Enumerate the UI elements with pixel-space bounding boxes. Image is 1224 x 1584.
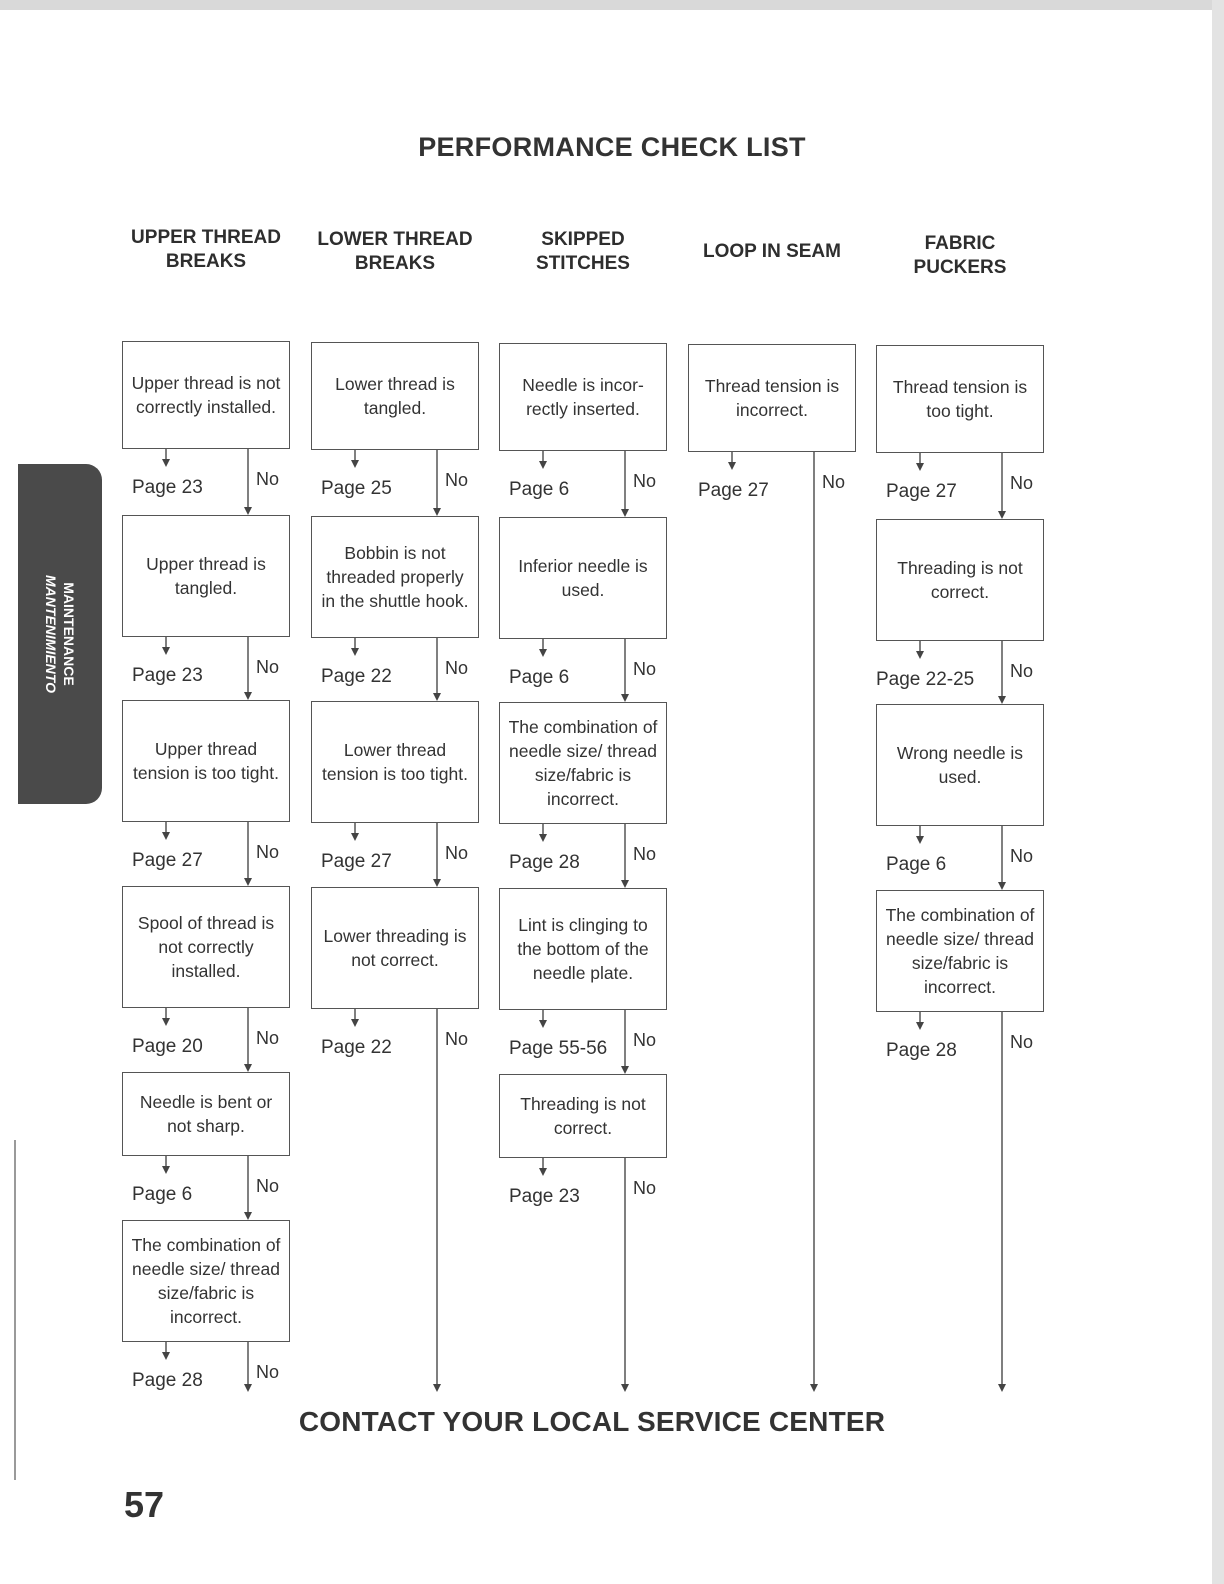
page-reference: Page 6	[132, 1184, 193, 1205]
page-reference: Page 23	[132, 665, 203, 686]
column-header	[865, 232, 1055, 280]
no-label: No	[256, 1362, 280, 1382]
page-reference: Page 28	[132, 1370, 203, 1391]
check-box: Spool of thread is not correctly installed.	[122, 886, 290, 1008]
check-box: Lower threading is not correct.	[311, 887, 479, 1009]
page-arrow	[162, 1352, 170, 1360]
check-box: Thread tension is incorrect.	[688, 344, 856, 452]
no-label: No	[633, 659, 657, 679]
page-arrow	[539, 834, 547, 842]
page-arrow	[351, 1019, 359, 1027]
check-box: Threading is not correct.	[876, 519, 1044, 641]
page-arrow	[916, 651, 924, 659]
page-arrow	[162, 1018, 170, 1026]
no-arrow	[810, 1384, 818, 1392]
page-arrow	[162, 832, 170, 840]
section-tab-english: MAINTENANCE	[61, 582, 77, 686]
no-label: No	[256, 469, 280, 489]
no-label: No	[256, 657, 280, 677]
no-label: No	[1010, 473, 1034, 493]
no-arrow	[433, 508, 441, 516]
no-label: No	[1010, 846, 1034, 866]
no-label: No	[633, 1178, 657, 1198]
check-box: Thread tension is too tight.	[876, 345, 1044, 453]
no-arrow	[621, 880, 629, 888]
page-number: 57	[124, 1484, 165, 1525]
check-box: Threading is not correct.	[499, 1074, 667, 1158]
column-header-line: LOOP IN SEAM	[703, 241, 841, 262]
page-reference: Page 22	[321, 666, 392, 687]
no-arrow	[433, 1384, 441, 1392]
column-header-line: BREAKS	[354, 253, 436, 274]
page-reference: Page 28	[509, 852, 580, 873]
page-arrow	[539, 461, 547, 469]
page-arrow	[162, 459, 170, 467]
no-arrow	[244, 1064, 252, 1072]
no-arrow	[998, 511, 1006, 519]
page-arrow	[351, 833, 359, 841]
check-box: Inferior needle is used.	[499, 517, 667, 639]
check-box: Upper thread tension is too tight.	[122, 700, 290, 822]
no-arrow	[621, 694, 629, 702]
no-arrow	[244, 878, 252, 886]
page-reference: Page 55-56	[509, 1038, 608, 1059]
column-header-line: FABRIC	[924, 233, 996, 254]
no-arrow	[244, 1384, 252, 1392]
service-center-callout: CONTACT YOUR LOCAL SERVICE CENTER	[298, 1406, 886, 1437]
no-arrow	[433, 879, 441, 887]
check-box: Bobbin is not threaded properly in the shuttle hook.	[311, 516, 479, 638]
column-header	[300, 228, 490, 276]
page-arrow	[916, 836, 924, 844]
no-label: No	[1010, 661, 1034, 681]
page-arrow	[728, 462, 736, 470]
page-reference: Page 27	[321, 851, 392, 872]
check-box: The combination of needle size/ thread size/fabric is incorrect.	[122, 1220, 290, 1342]
check-box: Upper thread is tangled.	[122, 515, 290, 637]
page-arrow	[162, 1166, 170, 1174]
check-box: Lint is clinging to the bottom of the needle plate.	[499, 888, 667, 1010]
no-arrow	[998, 696, 1006, 704]
column-header-line: PUCKERS	[913, 257, 1007, 278]
column-header-line: LOWER THREAD	[317, 229, 473, 250]
column-header-line: SKIPPED	[541, 229, 625, 250]
no-arrow	[621, 1384, 629, 1392]
no-label: No	[256, 842, 280, 862]
page-reference: Page 27	[132, 850, 203, 871]
no-label: No	[445, 470, 469, 490]
no-arrow	[244, 507, 252, 515]
page-arrow	[539, 1168, 547, 1176]
page-title: PERFORMANCE CHECK LIST	[418, 132, 806, 162]
no-label: No	[256, 1028, 280, 1048]
page-arrow	[351, 460, 359, 468]
check-box: The combination of needle size/ thread size/fabric is incorrect.	[876, 890, 1044, 1012]
page-arrow	[351, 648, 359, 656]
no-label: No	[633, 1030, 657, 1050]
section-tab-spanish: MANTENIMIENTO	[43, 575, 59, 693]
page-reference: Page 22-25	[876, 669, 975, 690]
no-label: No	[633, 471, 657, 491]
page-reference: Page 27	[698, 480, 769, 501]
page-arrow	[162, 647, 170, 655]
no-arrow	[621, 509, 629, 517]
no-label: No	[445, 658, 469, 678]
column-header-line: STITCHES	[536, 253, 630, 274]
no-label: No	[822, 472, 846, 492]
page-reference: Page 20	[132, 1036, 203, 1057]
page-reference: Page 6	[509, 479, 570, 500]
check-box: The combination of needle size/ thread size/fabric is incorrect.	[499, 702, 667, 824]
page-reference: Page 23	[509, 1186, 580, 1207]
page-reference: Page 6	[886, 854, 947, 875]
no-arrow	[998, 882, 1006, 890]
column-header	[111, 226, 301, 274]
column-header-line: UPPER THREAD	[131, 227, 281, 248]
no-arrow	[621, 1066, 629, 1074]
page-reference: Page 23	[132, 477, 203, 498]
page-reference: Page 22	[321, 1037, 392, 1058]
page-reference: Page 25	[321, 478, 392, 499]
page-arrow	[539, 1020, 547, 1028]
no-arrow	[998, 1384, 1006, 1392]
check-box: Needle is bent or not sharp.	[122, 1072, 290, 1156]
no-label: No	[633, 844, 657, 864]
column-header	[677, 240, 867, 264]
no-label: No	[445, 843, 469, 863]
page-reference: Page 6	[509, 667, 570, 688]
page-arrow	[539, 649, 547, 657]
check-box: Needle is incor- rectly inserted.	[499, 343, 667, 451]
no-arrow	[244, 1212, 252, 1220]
check-box: Wrong needle is used.	[876, 704, 1044, 826]
column-header	[488, 228, 678, 276]
no-label: No	[445, 1029, 469, 1049]
page-arrow	[916, 463, 924, 471]
page-reference: Page 27	[886, 481, 957, 502]
check-box: Upper thread is not correctly installed.	[122, 341, 290, 449]
page-reference: Page 28	[886, 1040, 957, 1061]
no-label: No	[1010, 1032, 1034, 1052]
page-arrow	[916, 1022, 924, 1030]
check-box: Lower thread tension is too tight.	[311, 701, 479, 823]
no-arrow	[244, 692, 252, 700]
check-box: Lower thread is tangled.	[311, 342, 479, 450]
no-arrow	[433, 693, 441, 701]
no-label: No	[256, 1176, 280, 1196]
column-header-line: BREAKS	[165, 251, 247, 272]
